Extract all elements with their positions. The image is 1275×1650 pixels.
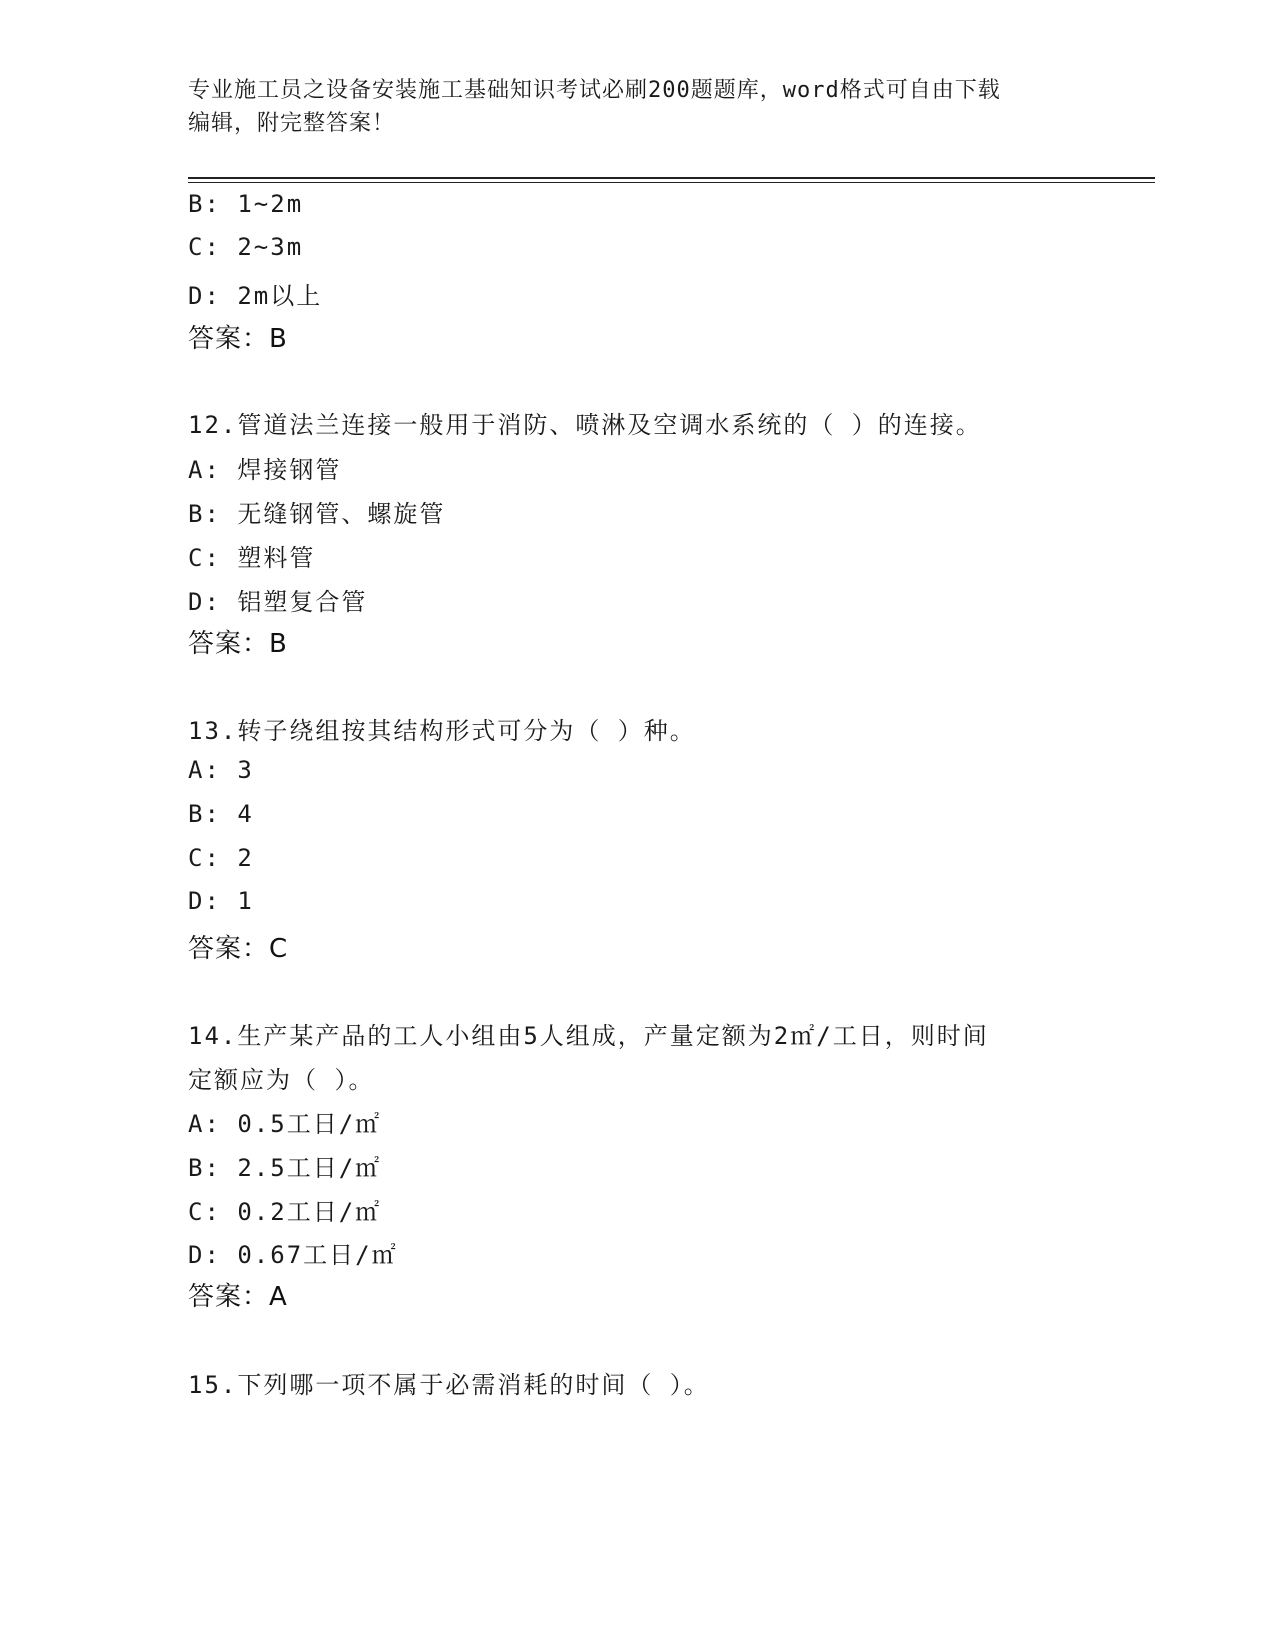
- q13-question: 13.转子绕组按其结构形式可分为（ ）种。: [188, 717, 696, 745]
- q12-option-c: C: 塑料管: [188, 544, 316, 572]
- q11-answer: 答案：B: [188, 324, 288, 354]
- q14-question-line-1: 14.生产某产品的工人小组由5人组成，产量定额为2㎡/工日，则时间: [188, 1022, 989, 1050]
- header-divider-thick: [188, 177, 1155, 179]
- q14-question-line-2: 定额应为（ ）。: [188, 1066, 375, 1094]
- q11-option-d: D: 2m以上: [188, 282, 323, 310]
- q13-option-c: C: 2: [188, 844, 254, 872]
- q12-question: 12.管道法兰连接一般用于消防、喷淋及空调水系统的（ ）的连接。: [188, 411, 982, 439]
- q12-option-d: D: 铝塑复合管: [188, 588, 368, 616]
- q14-option-d: D: 0.67工日/㎡: [188, 1241, 398, 1269]
- q12-option-b: B: 无缝钢管、螺旋管: [188, 500, 446, 528]
- q14-option-a: A: 0.5工日/㎡: [188, 1110, 382, 1138]
- q13-option-b: B: 4: [188, 800, 254, 828]
- q14-answer: 答案：A: [188, 1282, 288, 1312]
- q11-option-b: B: 1~2m: [188, 190, 304, 218]
- q14-option-b: B: 2.5工日/㎡: [188, 1154, 382, 1182]
- q11-option-c: C: 2~3m: [188, 233, 304, 261]
- q13-option-a: A: 3: [188, 756, 254, 784]
- q12-option-a: A: 焊接钢管: [188, 456, 342, 484]
- page-header: [188, 74, 1068, 140]
- q15-question: 15.下列哪一项不属于必需消耗的时间（ ）。: [188, 1371, 710, 1399]
- header-divider-thin: [188, 182, 1155, 183]
- q12-answer: 答案：B: [188, 629, 288, 659]
- q13-answer: 答案：C: [188, 934, 289, 964]
- q14-option-c: C: 0.2工日/㎡: [188, 1198, 382, 1226]
- header-title-line-1: 专业施工员之设备安装施工基础知识考试必刷200题题库，word格式可自由下载: [188, 78, 1001, 103]
- header-title-line-2: 编辑，附完整答案！: [188, 111, 396, 136]
- q13-option-d: D: 1: [188, 887, 254, 915]
